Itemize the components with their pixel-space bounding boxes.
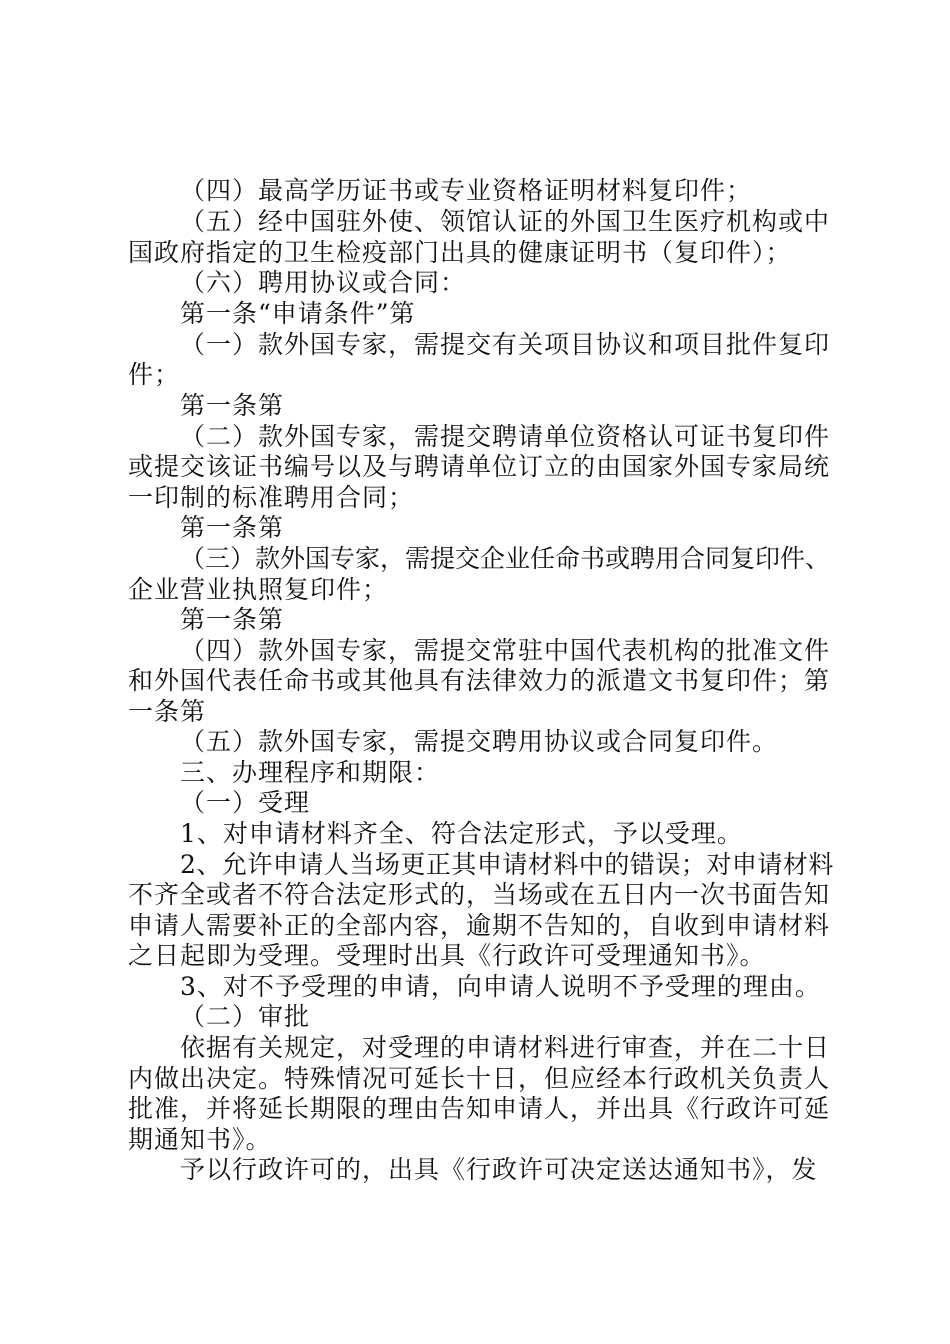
text-line: （一）受理 <box>180 788 311 817</box>
text-line: 2、允许申请人当场更正其申请材料中的错误；对申请材料 <box>180 850 834 879</box>
text-line: 第一条第 <box>180 391 285 420</box>
text-line: 不齐全或者不符合法定形式的，当场或在五日内一次书面告知 <box>128 880 831 909</box>
text-line: 企业营业执照复印件； <box>128 575 389 604</box>
text-line: 第一条第 <box>180 513 285 542</box>
text-line: （六）聘用协议或合同： <box>180 268 467 297</box>
text-line: 一条第 <box>128 697 207 726</box>
text-line: 第一条“申请条件”第 <box>180 299 416 328</box>
text-line: 期通知书》。 <box>128 1125 272 1154</box>
text-line: 申请人需要补正的全部内容，逾期不告知的，自收到申请材料 <box>128 911 831 940</box>
text-line: （二）款外国专家，需提交聘请单位资格认可证书复印件 <box>180 422 831 451</box>
text-line: （二）审批 <box>180 1002 311 1031</box>
text-line: 3、对不予受理的申请，向申请人说明不予受理的理由。 <box>180 972 821 1001</box>
text-line: （五）经中国驻外使、领馆认证的外国卫生医疗机构或中 <box>180 207 831 236</box>
text-line: 三、办理程序和期限： <box>180 758 441 787</box>
text-line: 和外国代表任命书或其他具有法律效力的派遣文书复印件；第 <box>128 666 831 695</box>
text-line: 一印制的标准聘用合同； <box>128 483 415 512</box>
text-line: 第一条第 <box>180 605 285 634</box>
text-line: （五）款外国专家，需提交聘用协议或合同复印件。 <box>180 727 779 756</box>
text-line: （三）款外国专家，需提交企业任命书或聘用合同复印件、 <box>180 544 831 573</box>
text-line: （四）最高学历证书或专业资格证明材料复印件； <box>180 176 753 205</box>
text-line: 依据有关规定，对受理的申请材料进行审查，并在二十日 <box>180 1033 831 1062</box>
text-line: （一）款外国专家，需提交有关项目协议和项目批件复印 <box>180 330 831 359</box>
text-line: 内做出决定。特殊情况可延长十日，但应经本行政机关负责人 <box>128 1064 831 1093</box>
text-line: 国政府指定的卫生检疫部门出具的健康证明书（复印件）； <box>128 238 792 267</box>
text-line: 之日起即为受理。受理时出具《行政许可受理通知书》。 <box>128 941 766 970</box>
text-line: 件； <box>128 360 181 389</box>
text-line: 1、对申请材料齐全、符合法定形式，予以受理。 <box>180 819 743 848</box>
text-line: 予以行政许可的，出具《行政许可决定送达通知书》，发 <box>180 1155 818 1184</box>
text-line: （四）款外国专家，需提交常驻中国代表机构的批准文件 <box>180 636 831 665</box>
text-line: 批准，并将延长期限的理由告知申请人，并出具《行政许可延 <box>128 1094 831 1123</box>
text-line: 或提交该证书编号以及与聘请单位订立的由国家外国专家局统 <box>128 452 831 481</box>
